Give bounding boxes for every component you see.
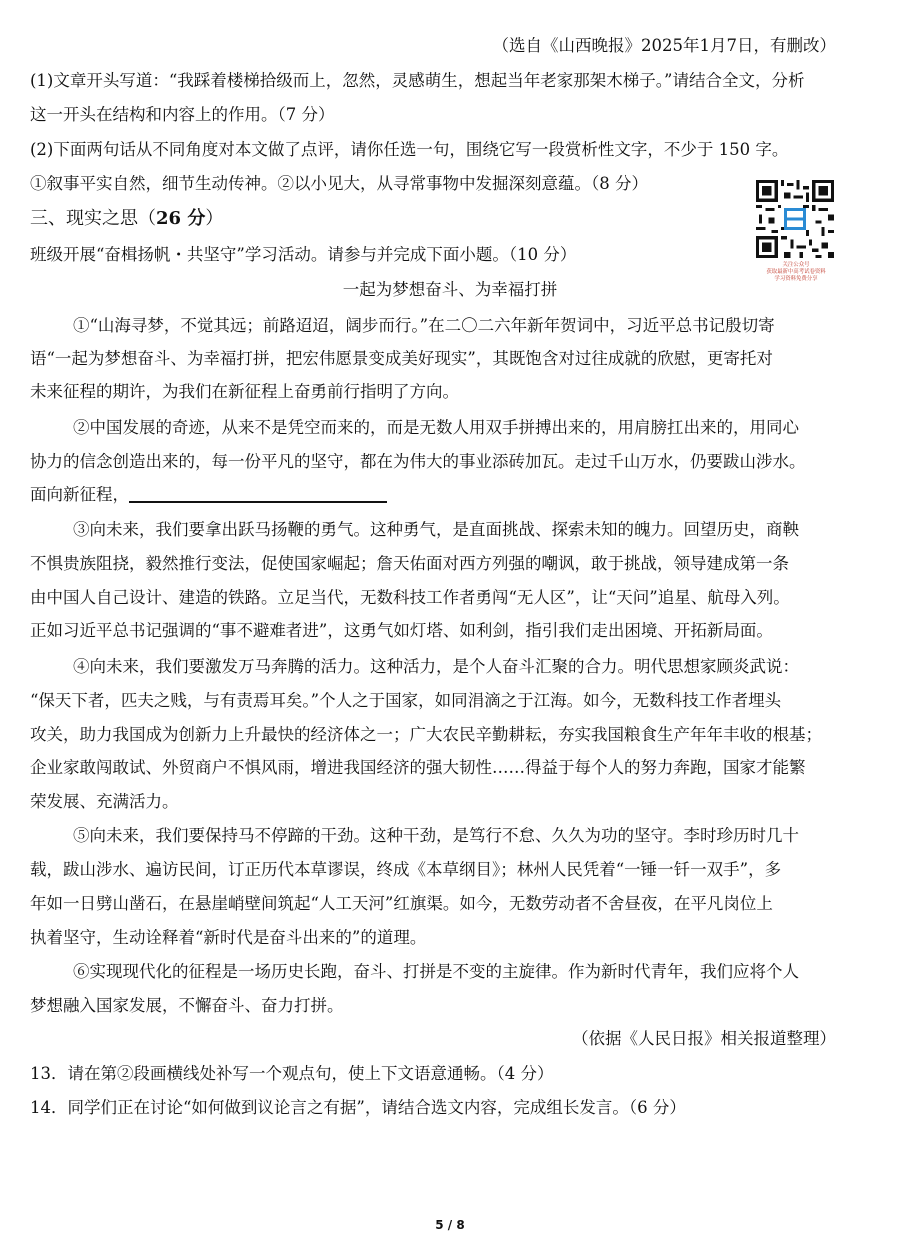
article-p4-line-4: 企业家敢闯敢试、外贸商户不惧风雨，增进我国经济的强大韧性……得益于每个人的努力奔跑，国家才能繁: [30, 758, 806, 777]
article-source: （依据《人民日报》相关报道整理）: [572, 1029, 836, 1048]
article-p1-line-2: 语“一起为梦想奋斗、为幸福打拼，把宏伟愿景变成美好现实”，其既饱含对过往成就的欣慰，更寄托对: [30, 349, 773, 368]
question-1-line-1: (1)文章开头写道：“我踩着楼梯拾级而上，忽然，灵感萌生，想起当年老家那架木梯子。”请结合全文，分析: [30, 71, 805, 90]
section-three-close: ）: [205, 208, 224, 229]
question-1-line-2: 这一开头在结构和内容上的作用。（7 分）: [30, 105, 335, 124]
question-2-line-1: (2)下面两句话从不同角度对本文做了点评，请你任选一句，围绕它写一段赏析性文字，不少于 150 字。: [30, 140, 789, 159]
article-p5-line-1: ⑤向未来，我们要保持马不停蹄的干劲。这种干劲，是笃行不怠、久久为功的坚守。李时珍历时几十: [73, 826, 799, 845]
section-three-heading: [30, 210, 223, 228]
article-p3-line-1: ③向未来，我们要拿出跃马扬鞭的勇气。这种勇气，是直面挑战、探索未知的魄力。回望历史，商鞅: [73, 520, 799, 539]
article-p5-line-3: 年如一日劈山凿石，在悬崖峭壁间筑起“人工天河”红旗渠。如今，无数劳动者不舍昼夜，在平凡岗位上: [30, 894, 773, 913]
article-p2-line-3: [30, 487, 387, 504]
article-p4-line-5: 荣发展、充满活力。: [30, 792, 179, 811]
activity-intro: 班级开展“奋楫扬帆・共坚守”学习活动。请参与并完成下面小题。（10 分）: [30, 245, 577, 264]
article-p5-line-4: 执着坚守，生动诠释着“新时代是奋斗出来的”的道理。: [30, 928, 427, 947]
question-13: 13．请在第②段画横线处补写一个观点句，使上下文语意通畅。（4 分）: [30, 1064, 554, 1083]
article-p3-line-2: 不惧贵族阻挠，毅然推行变法，促使国家崛起；詹天佑面对西方列强的嘲讽，敢于挑战，领导建成第一条: [30, 554, 789, 573]
article-p5-line-2: 载，跋山涉水、遍访民间，订正历代本草谬误，终成《本草纲目》；林州人民凭着“一锤一钎一双手”，多: [30, 860, 782, 879]
qr-caption-line-1: 关注公众号: [782, 262, 810, 268]
article-p4-line-1: ④向未来，我们要激发万马奔腾的活力。这种活力，是个人奋斗汇聚的合力。明代思想家顾炎武说：: [73, 657, 799, 676]
qr-caption-line-2: 获取最新中高考试卷资料: [766, 269, 826, 275]
article-p4-line-3: 攻关，助力我国成为创新力上升最快的经济体之一；广大农民辛勤耕耘，夯实我国粮食生产年年丰收的根基；: [30, 725, 822, 744]
qr-caption-line-3: 学习资料免费分享: [774, 276, 818, 282]
fill-in-blank-line[interactable]: [129, 487, 387, 503]
article-title: 一起为梦想奋斗、为幸福打拼: [342, 280, 558, 299]
article-p1-line-3: 未来征程的期许，为我们在新征程上奋勇前行指明了方向。: [30, 382, 459, 401]
section-three-score: 26 分: [156, 208, 206, 229]
page-number: 5 / 8: [435, 1218, 465, 1232]
article-p2-line-2: 协力的信念创造出来的，每一份平凡的坚守，都在为伟大的事业添砖加瓦。走过千山万水，仍要跋山涉水。: [30, 452, 806, 471]
question-2-line-2: ①叙事平实自然，细节生动传神。②以小见大，从寻常事物中发掘深刻意蕴。（8 分）: [30, 174, 648, 193]
article-p4-line-2: “保天下者，匹夫之贱，与有责焉耳矣。”个人之于国家，如同涓滴之于江海。如今，无数科技工作者埋头: [30, 691, 782, 710]
qr-code-icon: [756, 180, 834, 258]
section-three-title: 三、现实之思（: [30, 208, 156, 229]
article-p3-line-3: 由中国人自己设计、建造的铁路。立足当代，无数科技工作者勇闯“无人区”，让“天问”追星、航母入列。: [30, 588, 790, 607]
article-p1-line-1: ①“山海寻梦，不觉其远；前路迢迢，阔步而行。”在二〇二六年新年贺词中，习近平总书记殷切寄: [73, 316, 775, 335]
blank-prefix: 面向新征程，: [30, 485, 129, 504]
question-14: 14．同学们正在讨论“如何做到议论言之有据”，请结合选文内容，完成组长发言。（6 分）: [30, 1098, 686, 1117]
article-p3-line-4: 正如习近平总书记强调的“事不避难者进”，这勇气如灯塔、如利剑，指引我们走出困境、开拓新局面。: [30, 621, 773, 640]
article-p6-line-2: 梦想融入国家发展，不懈奋斗、奋力打拼。: [30, 996, 344, 1015]
source-note: （选自《山西晚报》2025年1月7日，有删改）: [492, 36, 836, 55]
article-p2-line-1: ②中国发展的奇迹，从来不是凭空而来的，而是无数人用双手拼搏出来的，用肩膀扛出来的，用同心: [73, 418, 799, 437]
article-p6-line-1: ⑥实现现代化的征程是一场历史长跑，奋斗、打拼是不变的主旋律。作为新时代青年，我们应将个人: [73, 962, 799, 981]
